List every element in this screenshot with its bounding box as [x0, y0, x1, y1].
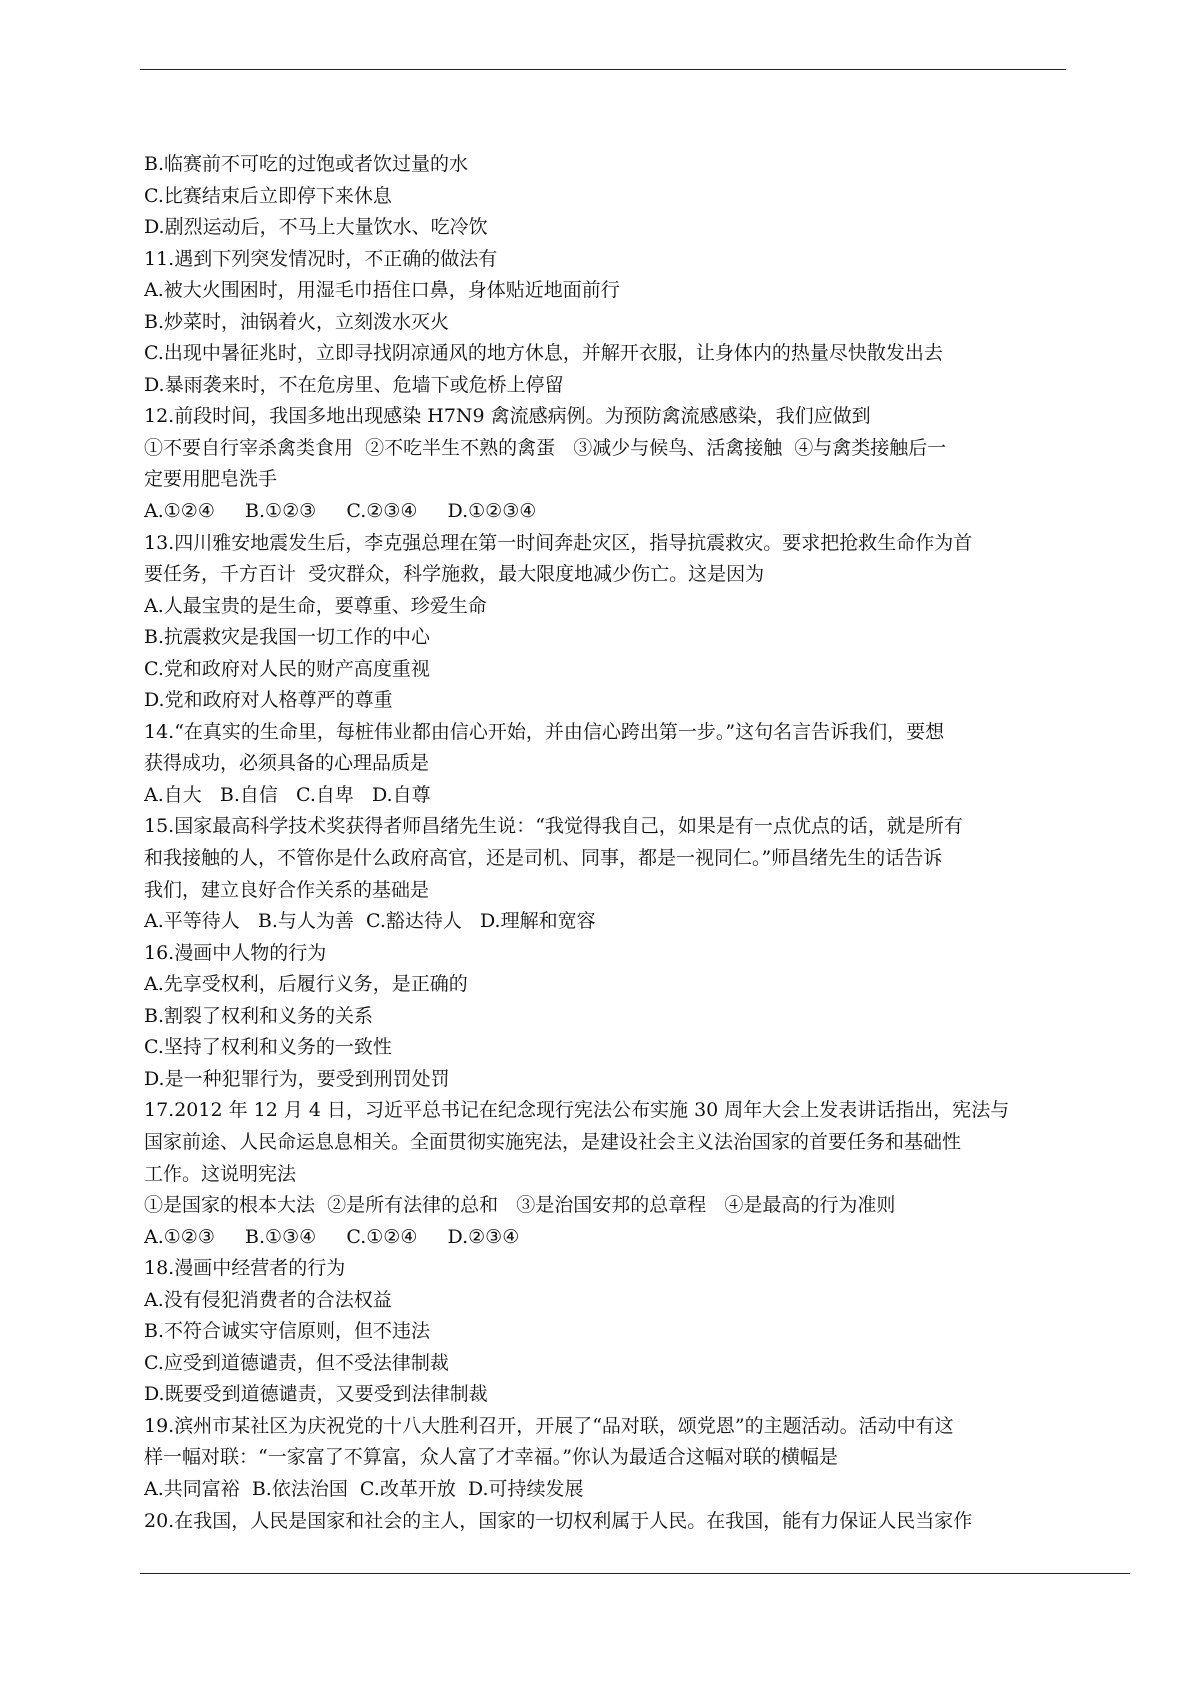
text-line: B.炒菜时，油锅着火，立刻泼水灭火: [144, 310, 450, 333]
text-line: D.既要受到道德谴责，又要受到法律制裁: [144, 1383, 488, 1406]
exam-page-content: [144, 149, 1074, 1537]
text-line: ①是国家的根本大法 ②是所有法律的总和 ③是治国安邦的总章程 ④是最高的行为准则: [144, 1194, 896, 1217]
text-line: D.是一种犯罪行为，要受到刑罚处罚: [144, 1067, 450, 1090]
text-line: 国家前途、人民命运息息相关。全面贯彻实施宪法，是建设社会主义法治国家的首要任务和基础性: [144, 1130, 962, 1153]
text-line: C.出现中暑征兆时，立即寻找阴凉通风的地方休息，并解开衣服，让身体内的热量尽快散发出去: [144, 342, 943, 365]
text-line: 16.漫画中人物的行为: [144, 941, 327, 964]
text-line: A.①②④ B.①②③ C.②③④ D.①②③④: [144, 500, 537, 523]
text-line: D.剧烈运动后，不马上大量饮水、吃冷饮: [144, 216, 488, 239]
text-line: 18.漫画中经营者的行为: [144, 1257, 346, 1280]
text-line: 17.2012 年 12 月 4 日，习近平总书记在纪念现行宪法公布实施 30 周年大会上发表讲话指出，宪法与: [144, 1099, 1010, 1122]
text-line: C.应受到道德谴责，但不受法律制裁: [144, 1351, 449, 1374]
text-line: C.比赛结束后立即停下来休息: [144, 184, 392, 207]
text-line: A.自大 B.自信 C.自卑 D.自尊: [144, 783, 431, 806]
text-line: A.平等待人 B.与人为善 C.豁达待人 D.理解和宽容: [144, 910, 596, 933]
text-line: 20.在我国，人民是国家和社会的主人，国家的一切权利属于人民。在我国，能有力保证人民当家作: [144, 1509, 973, 1532]
text-line: 14.“在真实的生命里，每桩伟业都由信心开始，并由信心跨出第一步。”这句名言告诉我们，要想: [144, 720, 945, 743]
text-line: 11.遇到下列突发情况时，不正确的做法有: [144, 247, 498, 270]
text-line: A.共同富裕 B.依法治国 C.改革开放 D.可持续发展: [144, 1477, 584, 1500]
text-line: B.抗震救灾是我国一切工作的中心: [144, 626, 431, 649]
text-line: A.被大火围困时，用湿毛巾捂住口鼻，身体贴近地面前行: [144, 279, 620, 302]
text-line: 工作。这说明宪法: [144, 1162, 297, 1185]
text-line: 要任务，千方百计 受灾群众，科学施救，最大限度地减少伤亡。这是因为: [144, 563, 765, 586]
text-line: 获得成功，必须具备的心理品质是: [144, 752, 430, 775]
text-line: B.割裂了权利和义务的关系: [144, 1004, 374, 1027]
text-line: 15.国家最高科学技术奖获得者师昌绪先生说：“我觉得我自己，如果是有一点优点的话，就是所有: [144, 815, 963, 838]
text-line: D.党和政府对人格尊严的尊重: [144, 689, 393, 712]
text-line: A.先享受权利，后履行义务，是正确的: [144, 973, 468, 996]
text-line: 样一幅对联：“一家富了不算富，众人富了才幸福。”你认为最适合这幅对联的横幅是: [144, 1446, 838, 1469]
text-line: 19.滨州市某社区为庆祝党的十八大胜利召开，开展了“品对联，颂党恩”的主题活动。活动中有这: [144, 1414, 954, 1437]
text-line: 12.前段时间，我国多地出现感染 H7N9 禽流感病例。为预防禽流感感染，我们应做到: [144, 405, 871, 428]
text-line: 我们，建立良好合作关系的基础是: [144, 878, 430, 901]
header-rule: [140, 69, 1066, 70]
text-line: A.没有侵犯消费者的合法权益: [144, 1288, 392, 1311]
text-line: 定要用肥皂洗手: [144, 468, 278, 491]
text-line: 和我接触的人，不管你是什么政府高官，还是司机、同事，都是一视同仁。”师昌绪先生的话告诉: [144, 847, 943, 870]
text-line: A.①②③ B.①③④ C.①②④ D.②③④: [144, 1225, 520, 1248]
text-line: B.不符合诚实守信原则，但不违法: [144, 1320, 431, 1343]
text-line: 13.四川雅安地震发生后，李克强总理在第一时间奔赴灾区，指导抗震救灾。要求把抢救生命作为首: [144, 531, 973, 554]
text-line: C.党和政府对人民的财产高度重视: [144, 657, 430, 680]
text-line: A.人最宝贵的是生命，要尊重、珍爱生命: [144, 594, 487, 617]
text-line: C.坚持了权利和义务的一致性: [144, 1036, 392, 1059]
footer-rule: [140, 1573, 1130, 1574]
text-line: D.暴雨袭来时，不在危房里、危墙下或危桥上停留: [144, 373, 564, 396]
text-line: ①不要自行宰杀禽类食用 ②不吃半生不熟的禽蛋 ③减少与候鸟、活禽接触 ④与禽类接触后一: [144, 436, 947, 459]
text-line: B.临赛前不可吃的过饱或者饮过量的水: [144, 153, 469, 175]
